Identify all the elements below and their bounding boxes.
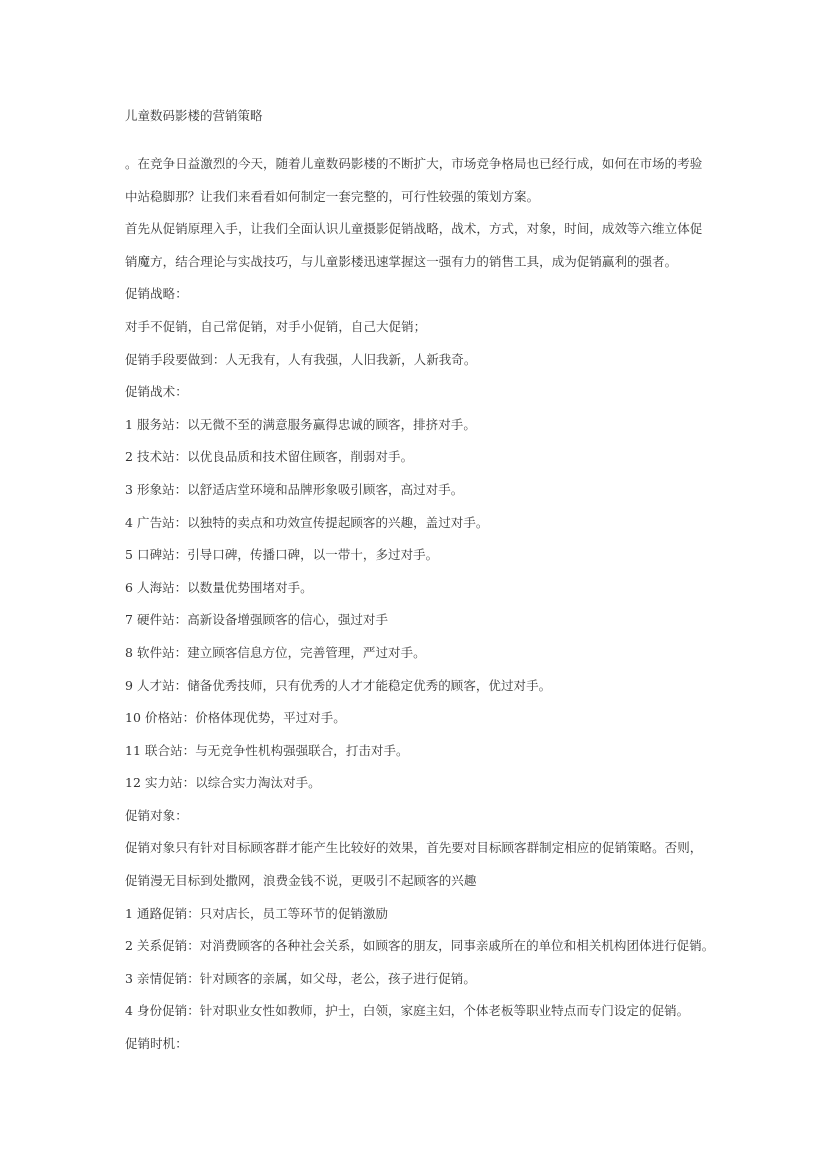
paragraph-line: 促销漫无目标到处撒网，浪费金钱不说，更吸引不起顾客的兴趣	[125, 873, 477, 889]
list-item: 1 服务站：以无微不至的满意服务赢得忠诚的顾客，排挤对手。	[125, 416, 476, 432]
list-item: 9 人才站：储备优秀技师，只有优秀的人才才能稳定优秀的顾客，优过对手。	[125, 677, 552, 693]
list-item: 6 人海站：以数量优势围堵对手。	[125, 579, 313, 595]
list-item: 2 关系促销：对消费顾客的各种社会关系，如顾客的朋友，同事亲戚所在的单位和相关机构团体进行促销。	[125, 938, 715, 954]
list-item: 8 软件站：建立顾客信息方位，完善管理，严过对手。	[125, 644, 426, 660]
section-heading: 促销战术：	[125, 384, 188, 400]
document-title: 儿童数码影楼的营销策略	[125, 108, 263, 123]
list-item: 3 形象站：以舒适店堂环境和品牌形象吸引顾客，高过对手。	[125, 481, 464, 497]
paragraph-line: 促销手段要做到：人无我有，人有我强，人旧我新，人新我奇。	[125, 351, 477, 367]
section-heading: 促销时机：	[125, 1036, 188, 1052]
paragraph-line: 。在竞争日益激烈的今天，随着儿童数码影楼的不断扩大，市场竞争格局也已经行成，如何在市场的考验	[125, 156, 703, 171]
paragraph-line: 促销对象只有针对目标顾客群才能产生比较好的效果，首先要对目标顾客群制定相应的促销策略。否则，	[125, 840, 703, 856]
list-item: 12 实力站：以综合实力淘汰对手。	[125, 775, 321, 791]
document-body	[125, 155, 715, 1068]
list-item: 4 身份促销：针对职业女性如教师，护士，白领，家庭主妇，个体老板等职业特点而专门设定的促销。	[125, 1003, 690, 1019]
paragraph-line: 销魔方，结合理论与实战技巧，与儿童影楼迅速掌握这一强有力的销售工具，成为促销赢利的强者。	[125, 253, 678, 269]
list-item: 1 通路促销：只对店长，员工等环节的促销激励	[125, 905, 389, 921]
list-item: 3 亲情促销：针对顾客的亲属，如父母，老公，孩子进行促销。	[125, 970, 476, 986]
list-item: 4 广告站：以独特的卖点和功效宣传提起顾客的兴趣，盖过对手。	[125, 514, 489, 530]
list-item: 10 价格站：价格体现优势，平过对手。	[125, 710, 346, 726]
list-item: 5 口碑站：引导口碑，传播口碑，以一带十，多过对手。	[125, 547, 439, 563]
paragraph-line: 首先从促销原理入手，让我们全面认识儿童摄影促销战略，战术，方式，对象，时间，成效等六维立体促	[125, 221, 703, 237]
list-item: 11 联合站：与无竞争性机构强强联合，打击对手。	[125, 742, 409, 758]
paragraph-line: 中站稳脚那？让我们来看看如何制定一套完整的，可行性较强的策划方案。	[125, 188, 540, 204]
list-item: 2 技术站：以优良品质和技术留住顾客，削弱对手。	[125, 449, 414, 465]
section-heading: 促销战略：	[125, 286, 188, 302]
section-heading: 促销对象：	[125, 807, 188, 823]
list-item: 7 硬件站：高新设备增强顾客的信心，强过对手	[125, 612, 389, 628]
paragraph-line: 对手不促销，自己常促销，对手小促销，自己大促销；	[125, 318, 427, 334]
